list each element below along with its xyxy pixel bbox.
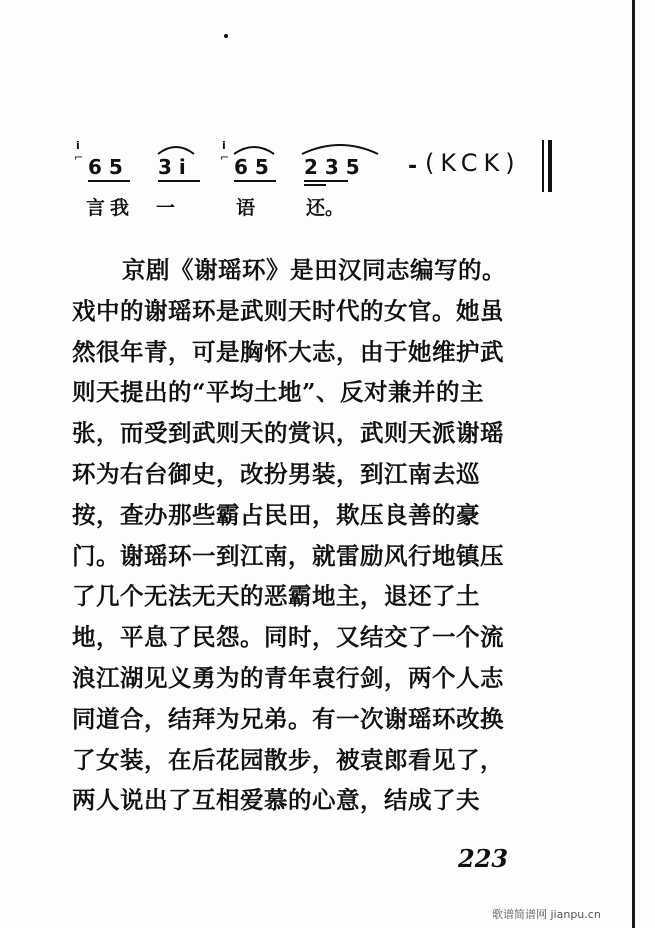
- slur-mark: [156, 142, 196, 156]
- body-paragraph: [72, 250, 560, 821]
- body-line: 了几个无法无天的恶霸地主，退还了土: [72, 582, 480, 611]
- body-line: 张，而受到武则天的赏识，武则天派谢瑶: [72, 419, 504, 448]
- sustain-dash: -: [408, 154, 418, 179]
- grace-mark: ⌐: [74, 151, 84, 164]
- watermark: 歌谱简谱网 jianpu.cn: [492, 908, 601, 921]
- slur-mark: [232, 142, 276, 156]
- body-line: 则天提出的“平均土地”、反对兼并的主: [72, 378, 485, 407]
- beam-line: [304, 184, 326, 186]
- body-line: 两人说出了互相爱慕的心意，结成了夫: [72, 786, 480, 815]
- ink-dot: [224, 34, 228, 38]
- grace-mark: ⌐: [220, 151, 230, 164]
- body-line: 环为右台御史，改扮男装，到江南去巡: [72, 459, 480, 488]
- note-group: 2 3 5: [304, 155, 360, 179]
- body-line: 戏中的谢瑶环是武则天时代的女官。她虽: [72, 296, 504, 325]
- body-line: 门。谢瑶环一到江南，就雷励风行地镇压: [72, 541, 504, 570]
- lyric-word: 言: [86, 197, 106, 219]
- lyric-word: 语: [236, 197, 256, 219]
- body-line: 地，平息了民怨。同时，又结交了一个流: [72, 623, 504, 652]
- slur-mark: [300, 140, 380, 156]
- end-barline-thin: [542, 140, 544, 192]
- grace-note: i: [222, 139, 226, 152]
- note-group: 6 5: [88, 155, 123, 179]
- body-line: 浪江湖见义勇为的青年袁行剑，两个人志: [72, 663, 504, 692]
- lyric-word: 我: [110, 197, 130, 219]
- body-line: 然很年青，可是胸怀大志，由于她维护武: [72, 337, 504, 366]
- end-barline-thick: [548, 140, 552, 192]
- beam-line: [234, 180, 276, 182]
- body-line: 京剧《谢瑶环》是田汉同志编写的。: [122, 256, 506, 284]
- page-number: 223: [458, 844, 509, 873]
- beam-line: [304, 180, 348, 182]
- page-edge: [632, 0, 635, 928]
- notation-line: [72, 140, 572, 190]
- body-line: 同道合，结拜为兄弟。有一次谢瑶环改换: [72, 704, 504, 733]
- note-group: 6 5: [234, 155, 269, 179]
- beam-line: [88, 180, 130, 182]
- body-line: 了女装，在后花园散步，被袁郎看见了，: [72, 745, 504, 774]
- percussion-cue: (KCK): [425, 149, 521, 177]
- lyric-word: 一: [156, 197, 176, 219]
- beam-line: [158, 180, 200, 182]
- lyric-word: 还。: [306, 197, 345, 219]
- body-line: 按，查办那些霸占民田，欺压良善的豪: [72, 500, 480, 529]
- grace-note: i: [76, 139, 80, 152]
- note-group: 3 i: [158, 155, 186, 179]
